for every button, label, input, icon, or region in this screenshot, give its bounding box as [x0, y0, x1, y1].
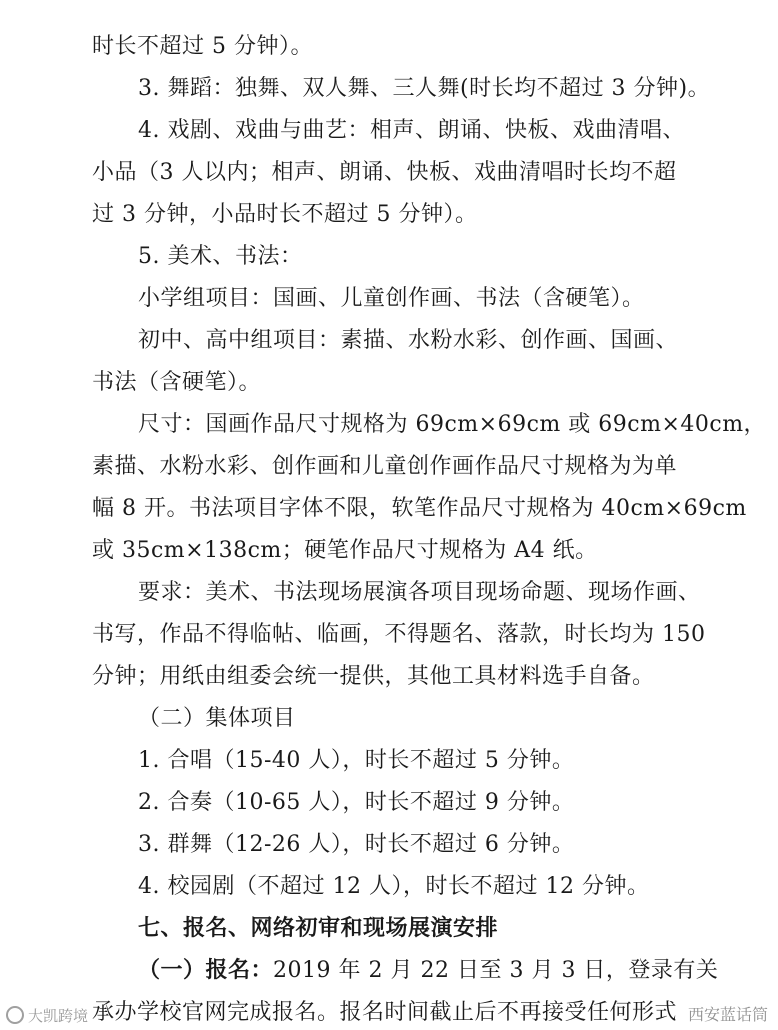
- text-line: 尺寸：国画作品尺寸规格为 69cm×69cm 或 69cm×40cm，: [138, 412, 767, 437]
- watermark-left-text: 大凯跨境: [28, 1007, 89, 1025]
- registration-text: 2019 年 2 月 22 日至 3 月 3 日，登录有关: [273, 958, 719, 983]
- text-line: 小学组项目：国画、儿童创作画、书法（含硬笔）。: [138, 286, 645, 311]
- text-line: 3. 群舞（12-26 人），时长不超过 6 分钟。: [138, 832, 575, 857]
- registration-label: （一）报名：: [138, 958, 274, 983]
- text-line: 书写，作品不得临帖、临画，不得题名、落款，时长均为 150: [92, 622, 706, 647]
- text-line: 幅 8 开。书法项目字体不限，软笔作品尺寸规格为 40cm×69cm: [92, 496, 747, 521]
- text-line: 分钟；用纸由组委会统一提供，其他工具材料选手自备。: [92, 664, 655, 689]
- text-line: 5. 美术、书法：: [138, 244, 303, 269]
- text-line: 时长不超过 5 分钟）。: [92, 34, 313, 59]
- watermark-right: 西安蓝话筒: [687, 1005, 768, 1024]
- text-line: 素描、水粉水彩、创作画和儿童创作画作品尺寸规格为为单: [92, 454, 678, 479]
- text-line: 或 35cm×138cm；硬笔作品尺寸规格为 A4 纸。: [92, 538, 598, 563]
- text-line: 3. 舞蹈：独舞、双人舞、三人舞(时长均不超过 3 分钟)。: [138, 76, 711, 101]
- text-line: 4. 戏剧、戏曲与曲艺：相声、朗诵、快板、戏曲清唱、: [138, 118, 685, 143]
- text-line: 要求：美术、书法现场展演各项目现场命题、现场作画、: [138, 580, 701, 605]
- text-line: 承办学校官网完成报名。报名时间截止后不再接受任何形式: [92, 1000, 678, 1025]
- section-heading: 七、报名、网络初审和现场展演安排: [138, 916, 499, 941]
- text-line: 书法（含硬笔）。: [92, 370, 262, 395]
- watermark-logo-icon: [6, 1006, 24, 1024]
- text-line: 初中、高中组项目：素描、水粉水彩、创作画、国画、: [138, 328, 679, 353]
- watermark-left: [6, 1005, 88, 1026]
- text-line: 过 3 分钟，小品时长不超过 5 分钟）。: [92, 202, 478, 227]
- registration-paragraph: [138, 956, 718, 986]
- text-line: 4. 校园剧（不超过 12 人），时长不超过 12 分钟。: [138, 874, 650, 899]
- text-line: 1. 合唱（15-40 人），时长不超过 5 分钟。: [138, 748, 575, 773]
- text-line: 小品（3 人以内；相声、朗诵、快板、戏曲清唱时长均不超: [92, 160, 677, 185]
- text-line: 2. 合奏（10-65 人），时长不超过 9 分钟。: [138, 790, 575, 815]
- section-subheading: （二）集体项目: [138, 706, 296, 731]
